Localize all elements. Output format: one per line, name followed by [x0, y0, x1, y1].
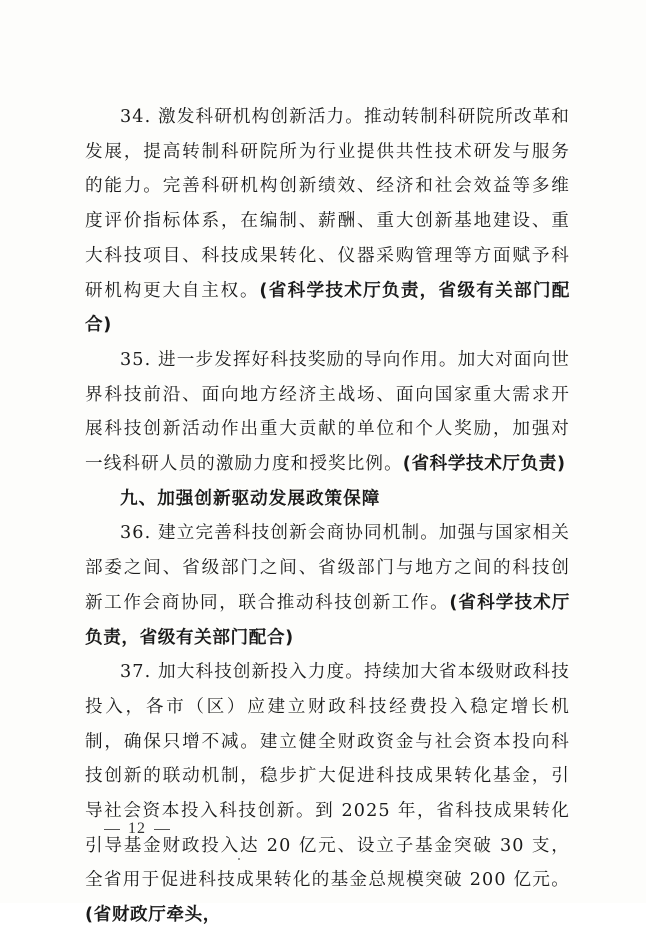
document-body [85, 100, 570, 933]
paragraph-36-responsibility: (省科学技术厅负责，省级有关部门配合) [85, 592, 570, 648]
paragraph-37-text: 37. 加大科技创新投入力度。持续加大省本级财政科技投入，各市（区）应建立财政科技经费投入稳定增长机制，确保只增不减。建立健全财政资金与社会资本投向科技创新的联动机制，稳步扩大促进科技成果转化基金，引导社会资本投入科技创新。到 2025 年，省科技成果转化引导基金财政投入达 20 亿元、设立子基金突破 30 支，全省用于促进科技成果转化的基金总规模突破 200 亿元。 [85, 662, 570, 891]
page-footer [96, 820, 178, 838]
paragraph-34-text: 34. 激发科研机构创新活力。推动转制科研院所改革和发展，提高转制科研院所为行业提供共性技术研发与服务的能力。完善科研机构创新绩效、经济和社会效益等多维度评价指标体系，在编制、薪酬、重大创新基地建设、重大科技项目、科技成果转化、仪器采购管理等方面赋予科研机构更大自主权。 [85, 107, 570, 301]
paragraph-36 [85, 516, 570, 655]
footer-dash-right [154, 829, 170, 830]
paragraph-35 [85, 343, 570, 482]
scan-speck [238, 858, 240, 860]
paragraph-34-responsibility: (省科学技术厅负责，省级有关部门配合) [85, 280, 570, 336]
section-heading: 九、加强创新驱动发展政策保障 [120, 488, 381, 509]
paragraph-36-text: 36. 建立完善科技创新会商协同机制。加强与国家相关部委之间、省级部门之间、省级部门与地方之间的科技创新工作会商协同，联合推动科技创新工作。 [85, 523, 570, 613]
paragraph-34 [85, 100, 570, 343]
paragraph-35-responsibility: (省科学技术厅负责) [402, 454, 566, 475]
paragraph-37 [85, 655, 570, 933]
footer-dash-left [104, 829, 120, 830]
paragraph-35-text: 35. 进一步发挥好科技奖励的导向作用。加大对面向世界科技前沿、面向地方经济主战场、面向国家重大需求开展科技创新活动作出重大贡献的单位和个人奖励，加强对一线科研人员的激励力度和授奖比例。 [85, 349, 570, 475]
page-number: 12 [128, 820, 146, 837]
paragraph-37-responsibility: (省财政厅牵头， [85, 905, 221, 926]
